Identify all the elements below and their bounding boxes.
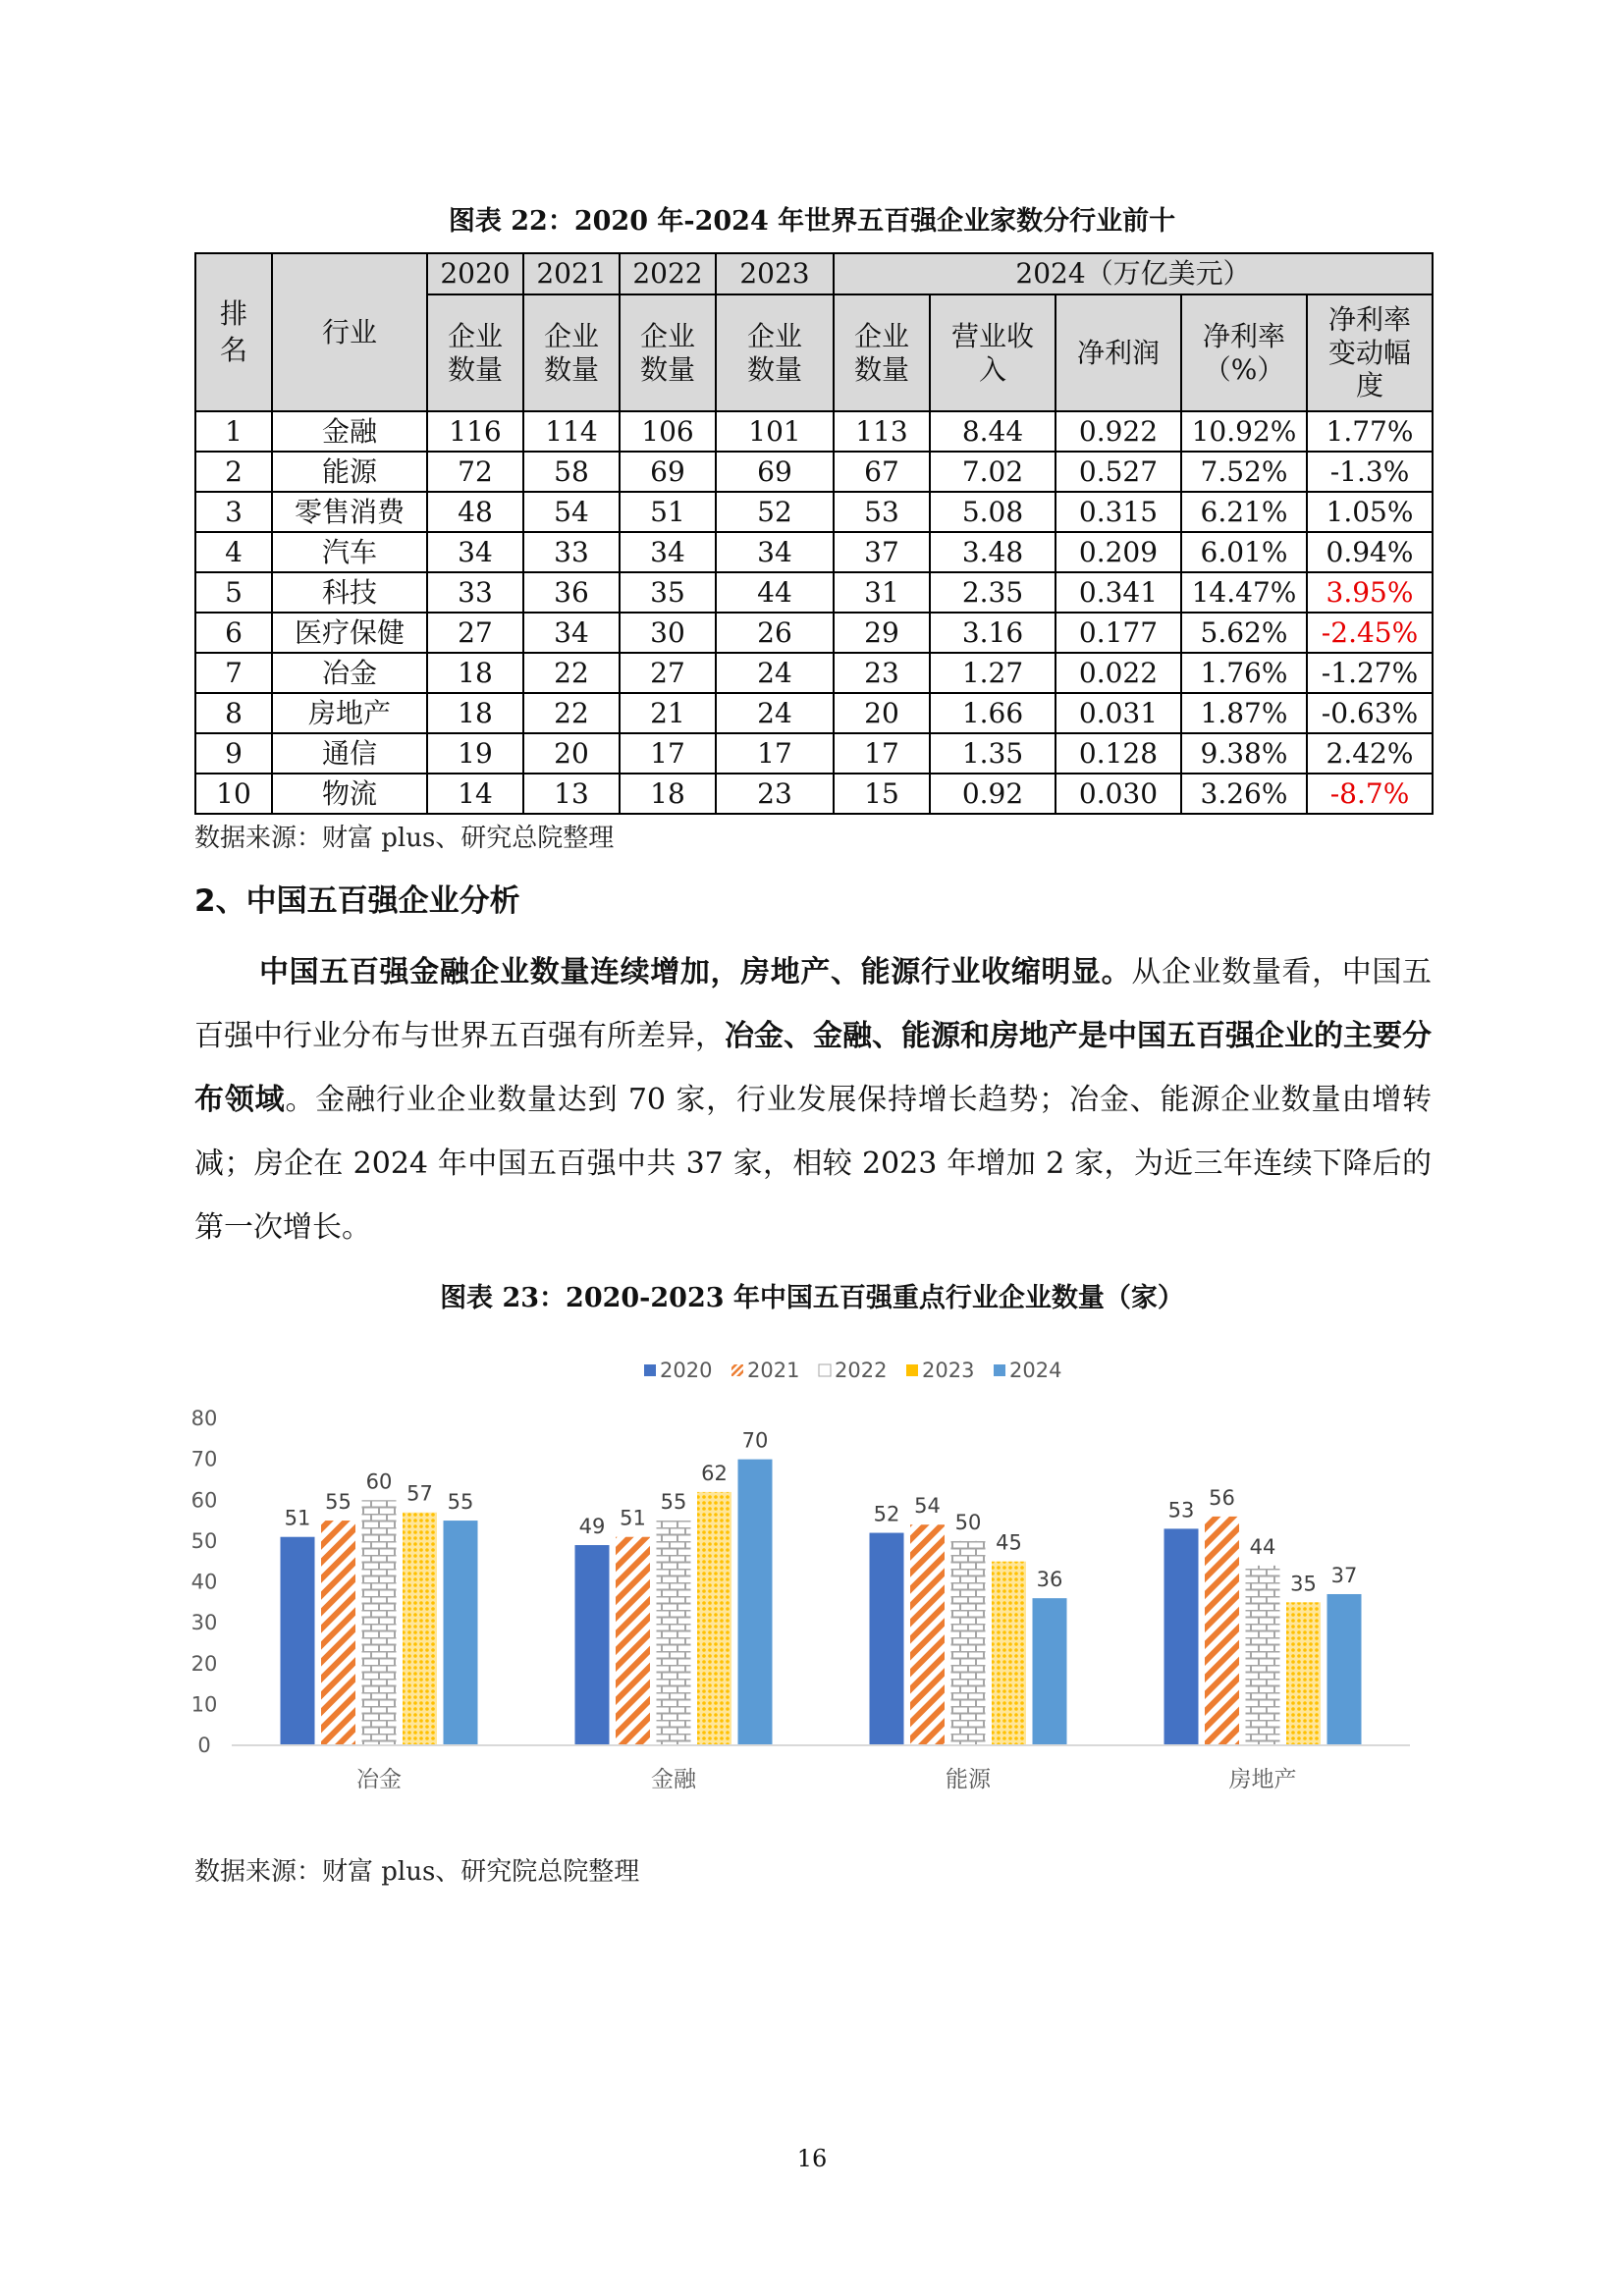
- subheader-count-2024: 企业数量: [834, 294, 930, 411]
- cell-y2022: 30: [620, 613, 716, 653]
- y-tick-label: 60: [190, 1488, 218, 1513]
- bar-2022-3: [1246, 1566, 1280, 1745]
- cell-y2020: 116: [427, 411, 523, 452]
- cell-profit: 0.527: [1056, 452, 1181, 492]
- cell-rank: 7: [195, 653, 272, 693]
- cell-revenue: 5.08: [930, 492, 1056, 532]
- bar-value-label: 49: [578, 1515, 606, 1539]
- header-year-2022: 2022: [620, 253, 716, 294]
- cell-rank: 9: [195, 733, 272, 774]
- para-text-2: 从企业数量看，中国五百强中行业分布与世界五百强有所差异，: [194, 955, 1433, 1053]
- cell-revenue: 3.48: [930, 532, 1056, 572]
- cell-profit: 0.128: [1056, 733, 1181, 774]
- cell-y2022: 69: [620, 452, 716, 492]
- cell-industry: 汽车: [272, 532, 427, 572]
- subheader-count-2020: 企业数量: [427, 294, 523, 411]
- cell-y2022: 17: [620, 733, 716, 774]
- bar-value-label: 52: [873, 1502, 900, 1526]
- table-source: 数据来源：财富 plus、研究总院整理: [194, 824, 615, 853]
- cell-industry: 零售消费: [272, 492, 427, 532]
- cell-rank: 4: [195, 532, 272, 572]
- cell-y2024: 113: [834, 411, 930, 452]
- legend-label: 2023: [922, 1359, 975, 1382]
- cell-rank: 8: [195, 693, 272, 733]
- chart-caption: 图表 23：2020-2023 年中国五百强重点行业企业数量（家）: [440, 1283, 1184, 1313]
- header-year-2021: 2021: [523, 253, 620, 294]
- bar-2023-3: [1286, 1602, 1321, 1745]
- cell-y2023: 23: [716, 774, 834, 814]
- cell-y2023: 101: [716, 411, 834, 452]
- cell-y2020: 48: [427, 492, 523, 532]
- cell-y2021: 34: [523, 613, 620, 653]
- legend-swatch-2023: [906, 1364, 918, 1376]
- cell-y2021: 20: [523, 733, 620, 774]
- body-paragraph: [194, 940, 1432, 1259]
- cell-margin: 5.62%: [1181, 613, 1307, 653]
- bar-2021-1: [616, 1537, 650, 1745]
- bar-value-label: 44: [1249, 1534, 1276, 1559]
- para-bold-mid: 冶金、金融、能源和房地产是中国五百强企业的主要分布领域: [194, 1019, 1432, 1117]
- cell-y2021: 22: [523, 653, 620, 693]
- x-category-label: 能源: [946, 1767, 991, 1792]
- cell-y2022: 18: [620, 774, 716, 814]
- bar-value-label: 62: [701, 1461, 728, 1485]
- header-year-2020: 2020: [427, 253, 523, 294]
- cell-y2022: 106: [620, 411, 716, 452]
- cell-y2024: 37: [834, 532, 930, 572]
- cell-profit: 0.022: [1056, 653, 1181, 693]
- cell-rank: 6: [195, 613, 272, 653]
- cell-revenue: 1.27: [930, 653, 1056, 693]
- bar-value-label: 37: [1330, 1563, 1358, 1587]
- y-tick-label: 40: [190, 1570, 218, 1594]
- subheader-count-2022: 企业数量: [620, 294, 716, 411]
- bar-2021-3: [1205, 1517, 1239, 1745]
- y-tick-label: 0: [197, 1734, 211, 1757]
- table-row: [195, 572, 1433, 613]
- legend-label: 2024: [1009, 1359, 1062, 1382]
- bar-2021-0: [321, 1521, 355, 1745]
- legend-swatch-2020: [644, 1364, 656, 1376]
- bar-value-label: 36: [1036, 1568, 1063, 1592]
- cell-change: -1.3%: [1307, 452, 1433, 492]
- legend-swatch-2024: [994, 1364, 1005, 1376]
- cell-y2023: 17: [716, 733, 834, 774]
- cell-profit: 0.030: [1056, 774, 1181, 814]
- cell-rank: 2: [195, 452, 272, 492]
- cell-industry: 金融: [272, 411, 427, 452]
- bar-2021-2: [910, 1524, 945, 1745]
- cell-y2024: 15: [834, 774, 930, 814]
- cell-rank: 5: [195, 572, 272, 613]
- cell-revenue: 7.02: [930, 452, 1056, 492]
- table-row: [195, 532, 1433, 572]
- subheader-margin-change: 净利率变动幅度: [1307, 294, 1433, 411]
- cell-y2023: 24: [716, 693, 834, 733]
- bar-value-label: 51: [620, 1506, 646, 1530]
- table-row: [195, 613, 1433, 653]
- cell-margin: 7.52%: [1181, 452, 1307, 492]
- bar-2020-2: [870, 1533, 904, 1745]
- subheader-margin: 净利率（%）: [1181, 294, 1307, 411]
- cell-margin: 10.92%: [1181, 411, 1307, 452]
- cell-rank: 1: [195, 411, 272, 452]
- subheader-revenue: 营业收入: [930, 294, 1056, 411]
- bar-2024-0: [444, 1521, 478, 1745]
- bar-value-label: 54: [914, 1494, 941, 1519]
- cell-profit: 0.031: [1056, 693, 1181, 733]
- cell-revenue: 0.92: [930, 774, 1056, 814]
- cell-revenue: 2.35: [930, 572, 1056, 613]
- page-number: 16: [796, 2145, 828, 2172]
- industry-table: [194, 252, 1434, 815]
- cell-margin: 6.01%: [1181, 532, 1307, 572]
- cell-profit: 0.922: [1056, 411, 1181, 452]
- cell-y2023: 69: [716, 452, 834, 492]
- cell-industry: 房地产: [272, 693, 427, 733]
- table-row: [195, 653, 1433, 693]
- cell-y2023: 44: [716, 572, 834, 613]
- header-industry: 行业: [272, 253, 427, 411]
- bar-value-label: 56: [1209, 1485, 1235, 1510]
- cell-y2024: 17: [834, 733, 930, 774]
- cell-y2021: 33: [523, 532, 620, 572]
- cell-revenue: 1.35: [930, 733, 1056, 774]
- cell-y2022: 51: [620, 492, 716, 532]
- cell-y2021: 58: [523, 452, 620, 492]
- cell-profit: 0.209: [1056, 532, 1181, 572]
- cell-revenue: 8.44: [930, 411, 1056, 452]
- cell-industry: 医疗保健: [272, 613, 427, 653]
- cell-y2021: 114: [523, 411, 620, 452]
- cell-y2023: 52: [716, 492, 834, 532]
- y-tick-label: 10: [190, 1692, 218, 1717]
- bar-2024-3: [1327, 1594, 1362, 1745]
- bar-2024-1: [738, 1460, 773, 1745]
- bar-value-label: 60: [365, 1469, 393, 1494]
- cell-y2022: 34: [620, 532, 716, 572]
- cell-y2024: 67: [834, 452, 930, 492]
- cell-y2020: 19: [427, 733, 523, 774]
- header-year-2024: 2024（万亿美元）: [834, 253, 1433, 294]
- cell-y2024: 53: [834, 492, 930, 532]
- cell-change: -8.7%: [1307, 774, 1433, 814]
- cell-change: 2.42%: [1307, 733, 1433, 774]
- cell-industry: 冶金: [272, 653, 427, 693]
- cell-y2022: 21: [620, 693, 716, 733]
- cell-y2021: 36: [523, 572, 620, 613]
- cell-change: -2.45%: [1307, 613, 1433, 653]
- cell-y2022: 35: [620, 572, 716, 613]
- x-category-label: 金融: [651, 1767, 696, 1792]
- bar-2022-1: [657, 1521, 691, 1745]
- cell-margin: 1.87%: [1181, 693, 1307, 733]
- cell-y2024: 29: [834, 613, 930, 653]
- table-row: [195, 774, 1433, 814]
- cell-industry: 科技: [272, 572, 427, 613]
- cell-y2021: 54: [523, 492, 620, 532]
- cell-y2021: 13: [523, 774, 620, 814]
- bar-value-label: 50: [954, 1510, 982, 1534]
- y-tick-label: 20: [190, 1651, 218, 1676]
- cell-y2020: 72: [427, 452, 523, 492]
- bar-2024-2: [1033, 1598, 1067, 1745]
- cell-margin: 14.47%: [1181, 572, 1307, 613]
- header-rank: 排名: [195, 253, 272, 411]
- bar-value-label: 51: [284, 1506, 311, 1530]
- cell-change: 3.95%: [1307, 572, 1433, 613]
- legend-label: 2021: [747, 1359, 800, 1382]
- chart-source: 数据来源：财富 plus、研究院总院整理: [194, 1857, 640, 1887]
- table-row: [195, 733, 1433, 774]
- cell-change: -0.63%: [1307, 693, 1433, 733]
- x-category-label: 冶金: [356, 1767, 402, 1792]
- cell-y2020: 34: [427, 532, 523, 572]
- cell-rank: 10: [195, 774, 272, 814]
- y-tick-label: 50: [190, 1528, 218, 1553]
- subheader-count-2023: 企业数量: [716, 294, 834, 411]
- table-row: [195, 492, 1433, 532]
- cell-change: 1.05%: [1307, 492, 1433, 532]
- cell-y2024: 23: [834, 653, 930, 693]
- bar-2020-3: [1164, 1528, 1199, 1745]
- x-category-label: 房地产: [1228, 1767, 1297, 1792]
- cell-y2024: 31: [834, 572, 930, 613]
- cell-profit: 0.177: [1056, 613, 1181, 653]
- bar-2023-1: [697, 1492, 731, 1745]
- legend-swatch-2022: [819, 1364, 831, 1376]
- cell-profit: 0.315: [1056, 492, 1181, 532]
- cell-y2020: 27: [427, 613, 523, 653]
- bar-value-label: 45: [996, 1530, 1022, 1555]
- cell-margin: 9.38%: [1181, 733, 1307, 774]
- bar-value-label: 57: [406, 1481, 433, 1506]
- cell-industry: 通信: [272, 733, 427, 774]
- cell-industry: 能源: [272, 452, 427, 492]
- bar-2023-0: [403, 1513, 437, 1745]
- cell-change: 1.77%: [1307, 411, 1433, 452]
- bar-2022-2: [951, 1541, 986, 1745]
- bar-value-label: 55: [325, 1490, 352, 1515]
- bar-value-label: 35: [1290, 1572, 1317, 1596]
- bar-value-label: 70: [741, 1428, 769, 1453]
- bar-2020-1: [575, 1545, 610, 1745]
- bar-chart: [190, 1335, 1432, 1836]
- cell-y2020: 18: [427, 653, 523, 693]
- cell-margin: 6.21%: [1181, 492, 1307, 532]
- table-row: [195, 411, 1433, 452]
- bar-2023-2: [992, 1562, 1026, 1745]
- cell-profit: 0.341: [1056, 572, 1181, 613]
- cell-y2023: 24: [716, 653, 834, 693]
- table-row: [195, 693, 1433, 733]
- cell-y2023: 26: [716, 613, 834, 653]
- legend-swatch-2021: [731, 1364, 743, 1376]
- y-tick-label: 80: [190, 1407, 218, 1430]
- cell-margin: 1.76%: [1181, 653, 1307, 693]
- cell-change: -1.27%: [1307, 653, 1433, 693]
- cell-y2020: 33: [427, 572, 523, 613]
- cell-change: 0.94%: [1307, 532, 1433, 572]
- table-caption: 图表 22：2020 年-2024 年世界五百强企业家数分行业前十: [448, 206, 1176, 237]
- bar-value-label: 53: [1167, 1498, 1195, 1522]
- y-tick-label: 70: [190, 1447, 218, 1471]
- bar-value-label: 55: [660, 1490, 687, 1515]
- legend-label: 2022: [835, 1359, 888, 1382]
- header-year-2023: 2023: [716, 253, 834, 294]
- cell-y2023: 34: [716, 532, 834, 572]
- cell-y2024: 20: [834, 693, 930, 733]
- cell-margin: 3.26%: [1181, 774, 1307, 814]
- cell-y2020: 18: [427, 693, 523, 733]
- subheader-profit: 净利润: [1056, 294, 1181, 411]
- table-row: [195, 452, 1433, 492]
- cell-industry: 物流: [272, 774, 427, 814]
- legend-label: 2020: [660, 1359, 713, 1382]
- cell-y2020: 14: [427, 774, 523, 814]
- bar-2020-0: [281, 1537, 315, 1745]
- para-text-3: 。金融行业企业数量达到 70 家，行业发展保持增长趋势；冶金、能源企业数量由增转减；房企在 2024 年中国五百强中共 37 家，相较 2023 年增加 2 家，为近三年连续下降后的第一次增长。: [194, 1083, 1433, 1245]
- subheader-count-2021: 企业数量: [523, 294, 620, 411]
- cell-y2022: 27: [620, 653, 716, 693]
- y-tick-label: 30: [190, 1611, 218, 1635]
- para-bold-lead: 中国五百强金融企业数量连续增加，房地产、能源行业收缩明显。: [259, 955, 1132, 989]
- cell-y2021: 22: [523, 693, 620, 733]
- cell-revenue: 1.66: [930, 693, 1056, 733]
- cell-revenue: 3.16: [930, 613, 1056, 653]
- bar-2022-0: [362, 1500, 397, 1745]
- bar-value-label: 55: [447, 1490, 474, 1515]
- section-heading: 2、中国五百强企业分析: [194, 883, 520, 919]
- cell-rank: 3: [195, 492, 272, 532]
